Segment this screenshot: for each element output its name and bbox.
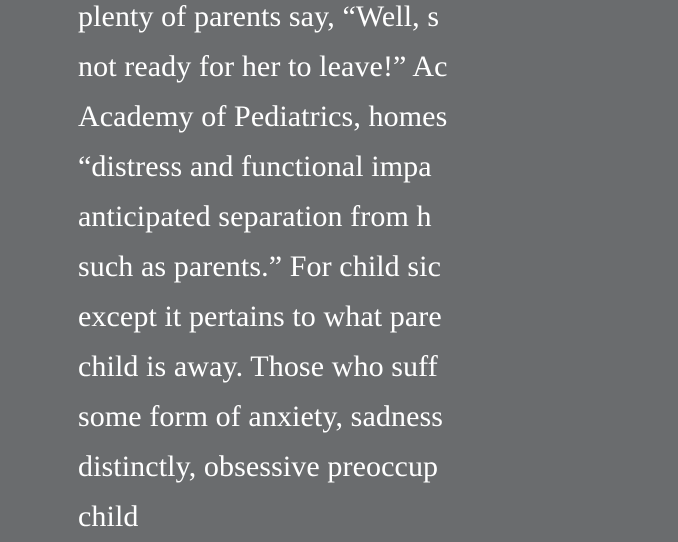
text-line-5: anticipated separation from h <box>78 200 432 233</box>
text-line-3: Academy of Pediatrics, homes <box>78 100 448 133</box>
text-line-11: child <box>78 500 139 533</box>
text-line-1: plenty of parents say, “Well, s <box>78 0 440 33</box>
text-line-9: some form of anxiety, sadness <box>78 400 444 433</box>
text-line-2: not ready for her to leave!” Ac <box>78 50 448 83</box>
text-line-6: such as parents.” For child sic <box>78 250 442 283</box>
article-text <box>78 0 678 542</box>
text-line-10: distinctly, obsessive preoccup <box>78 450 439 483</box>
text-line-8: child is away. Those who suff <box>78 350 438 383</box>
text-line-4: “distress and functional impa <box>78 150 432 183</box>
text-line-7: except it pertains to what pare <box>78 300 442 333</box>
